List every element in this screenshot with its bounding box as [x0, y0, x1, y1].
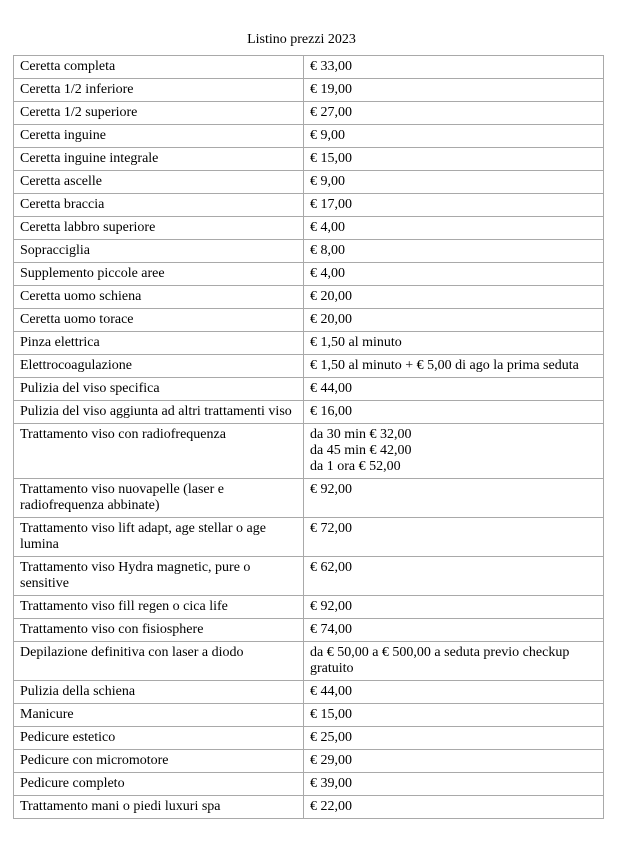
- price-line: € 44,00: [310, 684, 352, 699]
- price-cell: [304, 619, 604, 642]
- price-cell: [304, 796, 604, 819]
- price-line: € 19,00: [310, 82, 352, 97]
- price-table: [13, 55, 604, 819]
- table-row: [14, 796, 604, 819]
- price-cell: [304, 148, 604, 171]
- service-name-cell: Ceretta completa: [14, 56, 304, 79]
- price-line: € 20,00: [310, 312, 352, 327]
- table-row: [14, 518, 604, 557]
- price-cell: [304, 240, 604, 263]
- service-name-cell: Manicure: [14, 704, 304, 727]
- table-row: [14, 125, 604, 148]
- price-line: da 30 min € 32,00: [310, 427, 412, 442]
- service-name-cell: Ceretta braccia: [14, 194, 304, 217]
- table-row: [14, 681, 604, 704]
- price-cell: [304, 194, 604, 217]
- table-row: [14, 727, 604, 750]
- price-line: € 4,00: [310, 220, 345, 235]
- price-table-body: [14, 56, 604, 819]
- service-name-cell: Ceretta inguine: [14, 125, 304, 148]
- service-name-cell: Pedicure con micromotore: [14, 750, 304, 773]
- service-name-cell: Ceretta inguine integrale: [14, 148, 304, 171]
- service-name-cell: Ceretta labbro superiore: [14, 217, 304, 240]
- service-name-cell: Trattamento viso nuovapelle (laser e radiofrequenza abbinate): [14, 479, 304, 518]
- table-row: [14, 750, 604, 773]
- price-cell: [304, 704, 604, 727]
- price-line: € 1,50 al minuto: [310, 335, 402, 350]
- service-name-cell: Trattamento viso con fisiosphere: [14, 619, 304, 642]
- table-row: [14, 263, 604, 286]
- table-row: [14, 596, 604, 619]
- price-cell: [304, 518, 604, 557]
- table-row: [14, 773, 604, 796]
- price-cell: [304, 332, 604, 355]
- price-cell: [304, 286, 604, 309]
- price-cell: [304, 750, 604, 773]
- service-name-cell: Pulizia della schiena: [14, 681, 304, 704]
- table-row: [14, 148, 604, 171]
- service-name-cell: Trattamento mani o piedi luxuri spa: [14, 796, 304, 819]
- price-line: € 74,00: [310, 622, 352, 637]
- service-name-cell: Pedicure estetico: [14, 727, 304, 750]
- price-line: € 8,00: [310, 243, 345, 258]
- service-name-cell: Ceretta 1/2 inferiore: [14, 79, 304, 102]
- price-line: € 25,00: [310, 730, 352, 745]
- table-row: [14, 378, 604, 401]
- price-cell: [304, 424, 604, 479]
- price-line: € 1,50 al minuto + € 5,00 di ago la prima seduta: [310, 358, 579, 373]
- table-row: [14, 56, 604, 79]
- service-name-cell: Supplemento piccole aree: [14, 263, 304, 286]
- price-line: € 9,00: [310, 174, 345, 189]
- service-name-cell: Depilazione definitiva con laser a diodo: [14, 642, 304, 681]
- price-line: € 27,00: [310, 105, 352, 120]
- price-cell: [304, 56, 604, 79]
- table-row: [14, 309, 604, 332]
- price-cell: [304, 773, 604, 796]
- service-name-cell: Trattamento viso fill regen o cica life: [14, 596, 304, 619]
- table-row: [14, 424, 604, 479]
- price-cell: [304, 479, 604, 518]
- service-name-cell: Elettrocoagulazione: [14, 355, 304, 378]
- service-name-cell: Trattamento viso con radiofrequenza: [14, 424, 304, 479]
- price-line: da 45 min € 42,00: [310, 443, 412, 458]
- price-line: da 1 ora € 52,00: [310, 459, 401, 474]
- price-line: € 17,00: [310, 197, 352, 212]
- price-cell: [304, 171, 604, 194]
- page-title: Listino prezzi 2023: [247, 32, 356, 47]
- price-line: € 15,00: [310, 707, 352, 722]
- price-line: € 4,00: [310, 266, 345, 281]
- table-row: [14, 79, 604, 102]
- price-cell: [304, 125, 604, 148]
- price-line: € 15,00: [310, 151, 352, 166]
- service-name-cell: Pulizia del viso aggiunta ad altri trattamenti viso: [14, 401, 304, 424]
- price-line: € 92,00: [310, 482, 352, 497]
- table-row: [14, 332, 604, 355]
- service-name-cell: Sopracciglia: [14, 240, 304, 263]
- price-cell: [304, 355, 604, 378]
- price-cell: [304, 263, 604, 286]
- price-line: € 9,00: [310, 128, 345, 143]
- price-line: € 33,00: [310, 59, 352, 74]
- table-row: [14, 479, 604, 518]
- service-name-cell: Ceretta uomo schiena: [14, 286, 304, 309]
- table-row: [14, 355, 604, 378]
- price-cell: [304, 309, 604, 332]
- service-name-cell: Trattamento viso lift adapt, age stellar o age lumina: [14, 518, 304, 557]
- price-line: € 72,00: [310, 521, 352, 536]
- table-row: [14, 557, 604, 596]
- table-row: [14, 102, 604, 125]
- price-cell: [304, 596, 604, 619]
- table-row: [14, 217, 604, 240]
- price-cell: [304, 557, 604, 596]
- table-row: [14, 171, 604, 194]
- table-row: [14, 286, 604, 309]
- service-name-cell: Pinza elettrica: [14, 332, 304, 355]
- table-row: [14, 704, 604, 727]
- table-row: [14, 240, 604, 263]
- price-line: € 22,00: [310, 799, 352, 814]
- service-name-cell: Pulizia del viso specifica: [14, 378, 304, 401]
- price-cell: [304, 378, 604, 401]
- price-line: da € 50,00 a € 500,00 a seduta previo checkup gratuito: [310, 645, 570, 676]
- table-row: [14, 642, 604, 681]
- price-line: € 92,00: [310, 599, 352, 614]
- price-cell: [304, 79, 604, 102]
- price-cell: [304, 401, 604, 424]
- price-cell: [304, 727, 604, 750]
- price-cell: [304, 681, 604, 704]
- service-name-cell: Ceretta uomo torace: [14, 309, 304, 332]
- price-line: € 39,00: [310, 776, 352, 791]
- table-row: [14, 194, 604, 217]
- price-line: € 20,00: [310, 289, 352, 304]
- price-line: € 44,00: [310, 381, 352, 396]
- price-cell: [304, 102, 604, 125]
- service-name-cell: Ceretta 1/2 superiore: [14, 102, 304, 125]
- service-name-cell: Ceretta ascelle: [14, 171, 304, 194]
- table-row: [14, 401, 604, 424]
- service-name-cell: Pedicure completo: [14, 773, 304, 796]
- price-line: € 16,00: [310, 404, 352, 419]
- price-cell: [304, 217, 604, 240]
- price-cell: [304, 642, 604, 681]
- table-row: [14, 619, 604, 642]
- service-name-cell: Trattamento viso Hydra magnetic, pure o sensitive: [14, 557, 304, 596]
- price-line: € 29,00: [310, 753, 352, 768]
- price-line: € 62,00: [310, 560, 352, 575]
